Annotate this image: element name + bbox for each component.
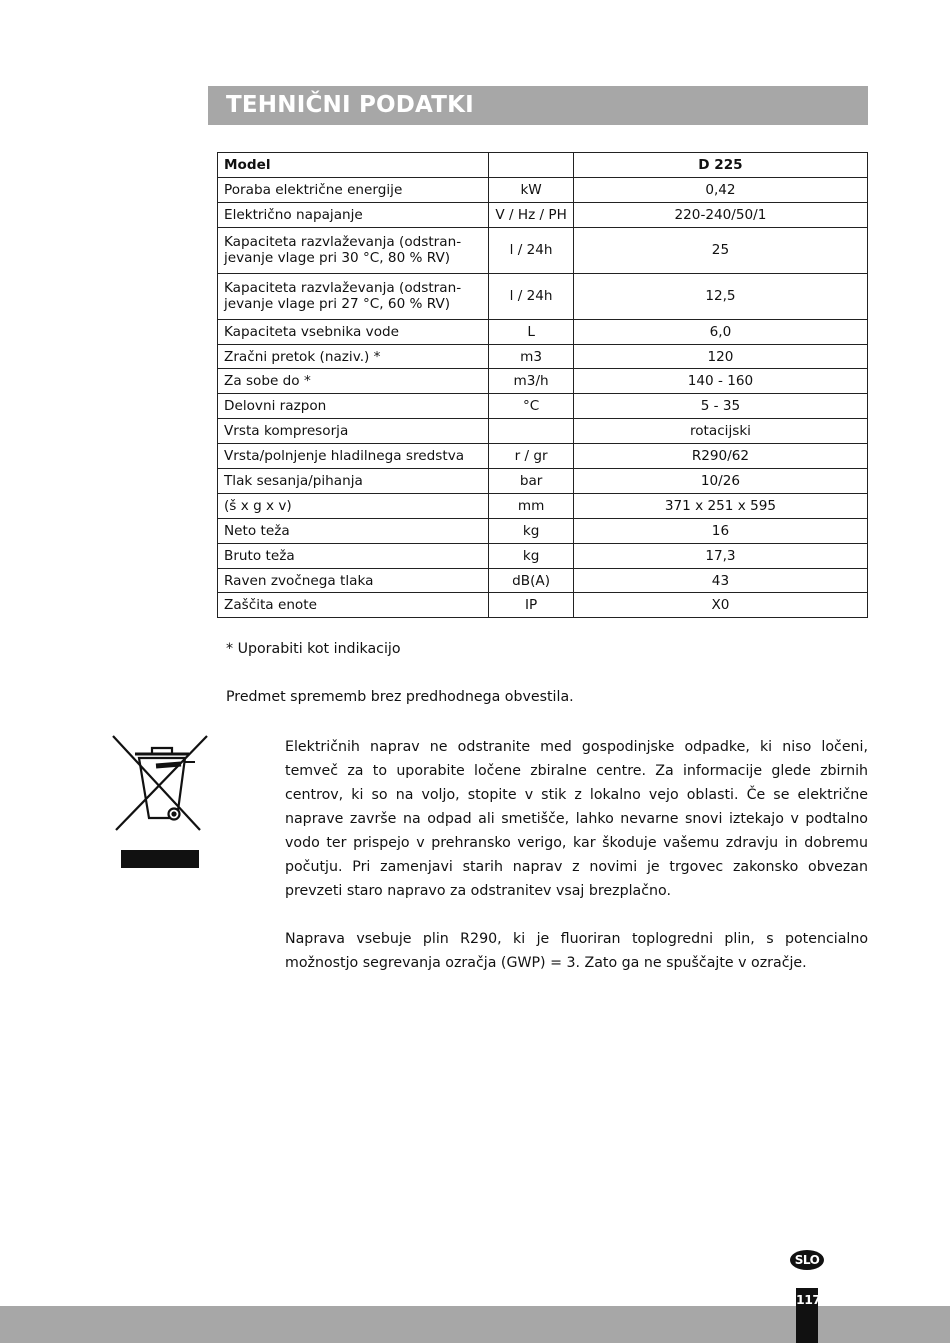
- table-row: [218, 227, 868, 273]
- spec-value: 10/26: [573, 469, 867, 494]
- table-row: [218, 469, 868, 494]
- spec-value: 16: [573, 518, 867, 543]
- spec-label: Kapaciteta vsebnika vode: [218, 319, 489, 344]
- table-row: [218, 177, 868, 202]
- spec-unit: mm: [489, 493, 574, 518]
- table-row: [218, 394, 868, 419]
- table-row: [218, 543, 868, 568]
- spec-label: Električno napajanje: [218, 202, 489, 227]
- spec-unit: l / 24h: [489, 273, 574, 319]
- spec-unit: m3/h: [489, 369, 574, 394]
- spec-value: 12,5: [573, 273, 867, 319]
- page-title: TEHNIČNI PODATKI: [208, 86, 868, 125]
- spec-unit: dB(A): [489, 568, 574, 593]
- spec-value: 25: [573, 227, 867, 273]
- table-row: [218, 344, 868, 369]
- crossed-bin-icon: [110, 732, 210, 872]
- change-notice: Predmet sprememb brez predhodnega obvestila.: [226, 689, 574, 705]
- table-row: [218, 419, 868, 444]
- spec-label: Bruto teža: [218, 543, 489, 568]
- spec-unit: L: [489, 319, 574, 344]
- spec-unit: IP: [489, 593, 574, 618]
- spec-value: 140 - 160: [573, 369, 867, 394]
- spec-unit: m3: [489, 344, 574, 369]
- spec-value: 371 x 251 x 595: [573, 493, 867, 518]
- spec-unit: r / gr: [489, 444, 574, 469]
- spec-label: Kapaciteta razvlaževanja (odstran-jevanje vlage pri 27 °C, 60 % RV): [218, 273, 489, 319]
- table-row: [218, 568, 868, 593]
- table-row: [218, 369, 868, 394]
- spec-value: 43: [573, 568, 867, 593]
- spec-label: Zračni pretok (naziv.) *: [218, 344, 489, 369]
- spec-unit: l / 24h: [489, 227, 574, 273]
- table-row: [218, 273, 868, 319]
- spec-unit: °C: [489, 394, 574, 419]
- spec-label: Tlak sesanja/pihanja: [218, 469, 489, 494]
- spec-label: Kapaciteta razvlaževanja (odstran-jevanje vlage pri 30 °C, 80 % RV): [218, 227, 489, 273]
- refrigerant-paragraph: Naprava vsebuje plin R290, ki je fluoriran toplogredni plin, s potencialno možnostjo segrevanja ozračja (GWP) = 3. Zato ga ne spuščajte v ozračje.: [285, 931, 868, 971]
- table-row: [218, 593, 868, 618]
- spec-label: Za sobe do *: [218, 369, 489, 394]
- spec-label: Zaščita enote: [218, 593, 489, 618]
- language-badge: SLO: [790, 1250, 824, 1270]
- table-row: [218, 202, 868, 227]
- disposal-paragraph: Električnih naprav ne odstranite med gospodinjske odpadke, ki niso ločeni, temveč za to uporabite ločene zbiralne centre. Za informacije glede zbirnih centrov, ki so na voljo, stopite v stik z lokalno vejo oblasti. Če se električne naprave završe na odpad ali smetišče, lahko nevarne snovi iztekajo v podtalno vodo ter prispejo v prehransko verigo, kar škoduje vašemu zdravju in dobremu počutju. Pri zamenjavi starih naprav z novimi je trgovec zakonsko obvezan prevzeti staro napravo za odstranitev vsaj brezplačno.: [285, 739, 868, 899]
- spec-value: 220-240/50/1: [573, 202, 867, 227]
- spec-label: Delovni razpon: [218, 394, 489, 419]
- spec-value: 17,3: [573, 543, 867, 568]
- table-row: [218, 493, 868, 518]
- spec-value: 6,0: [573, 319, 867, 344]
- spec-label: Raven zvočnega tlaka: [218, 568, 489, 593]
- header-cell-unit: [489, 153, 574, 178]
- page-number: 117: [796, 1288, 818, 1343]
- spec-value: R290/62: [573, 444, 867, 469]
- header-cell-model: Model: [218, 153, 489, 178]
- spec-value: 5 - 35: [573, 394, 867, 419]
- spec-unit: kg: [489, 543, 574, 568]
- spec-label: Vrsta kompresorja: [218, 419, 489, 444]
- spec-unit: bar: [489, 469, 574, 494]
- spec-value: rotacijski: [573, 419, 867, 444]
- table-row: [218, 444, 868, 469]
- spec-label: Vrsta/polnjenje hladilnega sredstva: [218, 444, 489, 469]
- spec-unit: [489, 419, 574, 444]
- spec-label: Neto teža: [218, 518, 489, 543]
- table-header-row: [218, 153, 868, 178]
- table-row: [218, 518, 868, 543]
- spec-label: (š x g x v): [218, 493, 489, 518]
- spec-value: 0,42: [573, 177, 867, 202]
- spec-unit: kW: [489, 177, 574, 202]
- spec-value: 120: [573, 344, 867, 369]
- spec-unit: kg: [489, 518, 574, 543]
- indication-note: * Uporabiti kot indikacijo: [226, 641, 401, 657]
- spec-label: Poraba električne energije: [218, 177, 489, 202]
- technical-data-table: [217, 152, 868, 618]
- table-row: [218, 319, 868, 344]
- spec-unit: V / Hz / PH: [489, 202, 574, 227]
- header-cell-model-value: D 225: [573, 153, 867, 178]
- spec-value: X0: [573, 593, 867, 618]
